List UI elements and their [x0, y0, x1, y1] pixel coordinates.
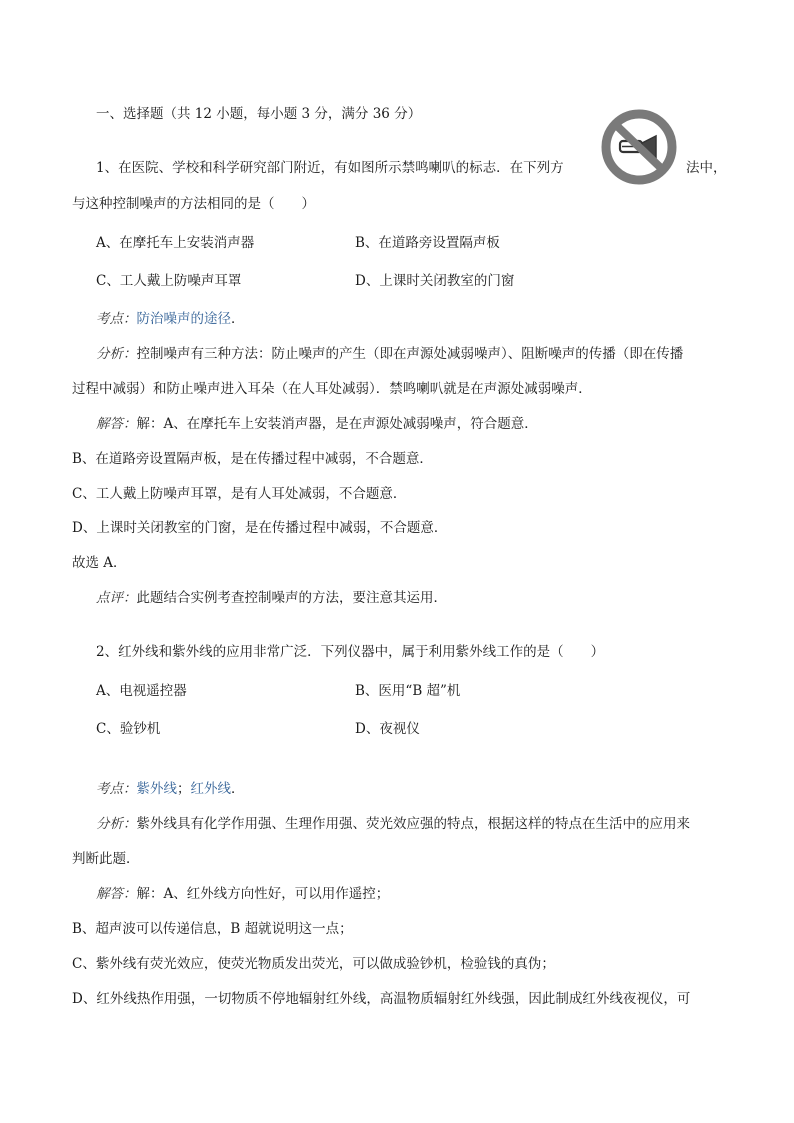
- q2-jieda-line-b: B、超声波可以传递信息，B 超就说明这一点；: [72, 921, 353, 937]
- q2-option-b: B、医用“B 超”机: [355, 683, 461, 699]
- no-horn-sign-icon: [600, 108, 678, 186]
- q1-dianping-text: 此题结合实例考查控制噪声的方法，要注意其运用．: [136, 590, 447, 606]
- q1-dianping: [96, 588, 447, 608]
- q2-option-a: A、电视遥控器: [96, 683, 187, 699]
- q1-answer: 故选 A．: [72, 555, 127, 571]
- q2-fenxi-label: 分析：: [96, 816, 137, 832]
- q1-jieda-label: 解答：: [96, 416, 137, 432]
- q1-kaodian-label: 考点：: [96, 311, 137, 327]
- q1-option-b: B、在道路旁设置隔声板: [355, 235, 500, 251]
- q2-stem: 2、红外线和紫外线的应用非常广泛．下列仪器中，属于利用紫外线工作的是（ ）: [96, 644, 605, 660]
- q1-fenxi-text1: 控制噪声有三种方法：防止噪声的产生（即在声源处减弱噪声）、阻断噪声的传播（即在传播: [136, 346, 684, 362]
- q1-jieda-line-b: B、在道路旁设置隔声板，是在传播过程中减弱，不合题意．: [72, 451, 433, 467]
- q2-fenxi-line2: 判断此题．: [72, 851, 140, 867]
- q2-option-d: D、夜视仪: [355, 721, 420, 737]
- q1-fenxi-line2: 过程中减弱）和防止噪声进入耳朵（在人耳处减弱）．禁鸣喇叭就是在声源处减弱噪声．: [72, 381, 592, 397]
- q1-option-a: A、在摩托车上安装消声器: [96, 235, 255, 251]
- q1-stem-line2: 与这种控制噪声的方法相同的是（ ）: [72, 196, 315, 212]
- q2-kaodian-sep: ；: [177, 781, 191, 797]
- q1-stem-part1: 1、在医院、学校和科学研究部门附近，有如图所示禁鸣喇叭的标志．在下列方: [96, 160, 564, 176]
- q1-option-c: C、工人戴上防噪声耳罩: [96, 273, 242, 289]
- q2-jieda-label: 解答：: [96, 886, 137, 902]
- q2-option-c: C、验钞机: [96, 721, 161, 737]
- q2-kaodian-end: ．: [231, 781, 245, 797]
- q1-jieda-line-c: C、工人戴上防噪声耳罩，是有人耳处减弱，不合题意．: [72, 486, 407, 502]
- q2-kaodian-label: 考点：: [96, 781, 137, 797]
- q2-kaodian: [96, 779, 245, 799]
- q1-fenxi-label: 分析：: [96, 346, 137, 362]
- q1-jieda-line1: [96, 414, 538, 434]
- q2-kaodian-term1[interactable]: 紫外线: [136, 781, 177, 797]
- q2-jieda-text1: 解：A、红外线方向性好，可以用作遥控；: [136, 886, 390, 902]
- q2-fenxi-line1: [96, 814, 690, 834]
- q1-option-d: D、上课时关闭教室的门窗: [355, 273, 515, 289]
- q2-jieda-line1: [96, 884, 389, 904]
- q1-kaodian: [96, 309, 245, 329]
- q1-fenxi-line1: [96, 344, 683, 364]
- q2-jieda-line-d: D、红外线热作用强，一切物质不停地辐射红外线，高温物质辐射红外线强，因此制成红外线夜视仪，可: [72, 991, 691, 1007]
- q1-jieda-line-d: D、上课时关闭教室的门窗，是在传播过程中减弱，不合题意．: [72, 520, 448, 536]
- q1-kaodian-end: ．: [231, 311, 245, 327]
- section-heading: 一、选择题（共 12 小题，每小题 3 分，满分 36 分）: [96, 106, 422, 122]
- q1-kaodian-term[interactable]: 防治噪声的途径: [136, 311, 231, 327]
- q2-kaodian-term2[interactable]: 红外线: [190, 781, 231, 797]
- q2-fenxi-text1: 紫外线具有化学作用强、生理作用强、荧光效应强的特点，根据这样的特点在生活中的应用来: [136, 816, 690, 832]
- q1-stem-part2: 法中，: [686, 160, 727, 176]
- q1-dianping-label: 点评：: [96, 590, 137, 606]
- q2-jieda-line-c: C、紫外线有荧光效应，使荧光物质发出荧光，可以做成验钞机，检验钱的真伪；: [72, 956, 555, 972]
- q1-jieda-text1: 解：A、在摩托车上安装消声器，是在声源处减弱噪声，符合题意．: [136, 416, 538, 432]
